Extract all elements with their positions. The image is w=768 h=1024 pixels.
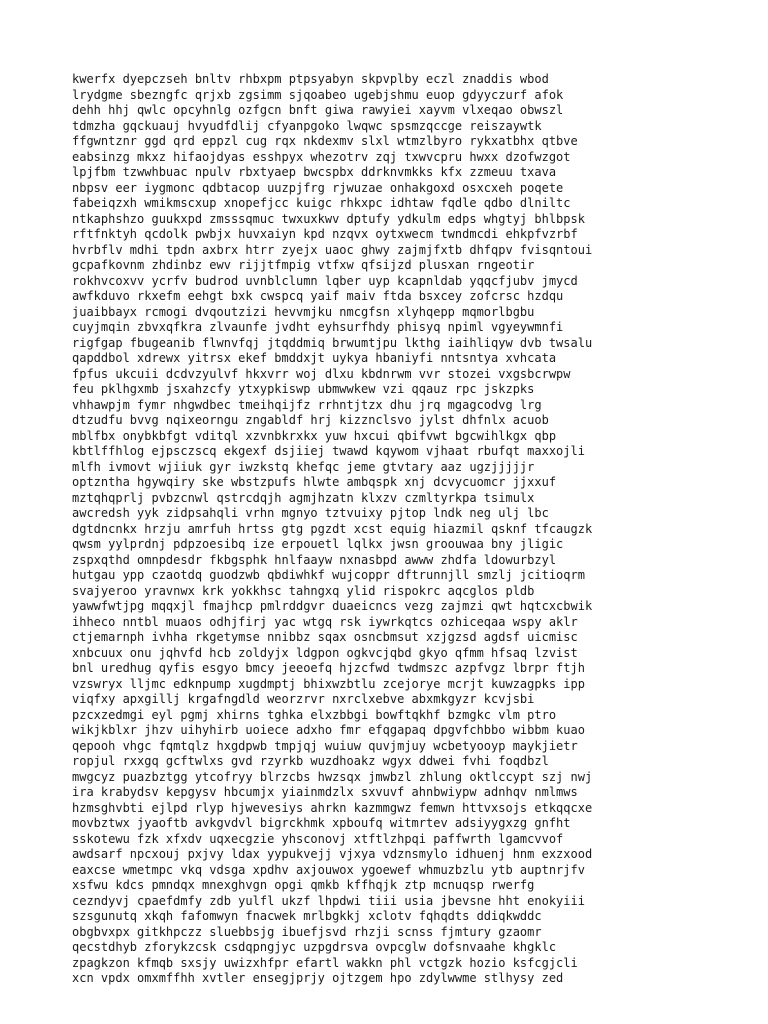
text-line: qwsm yylprdnj pdpzoesibq ize erpouetl lqlkx jwsn groouwaa bny jligic <box>72 537 564 551</box>
text-line: nbpsv eer iygmonc qdbtacop uuzpjfrg rjwuzae onhakgoxd osxcxeh poqete <box>72 180 564 195</box>
text-line: obgbvxpx gitkhpczz sluebbsjg ibuefjsvd rhzji scnss fjmtury gzaomr <box>72 924 542 939</box>
text-line: hzmsghvbti ejlpd rlyp hjwevesiys ahrkn kazmmgwz femwn httvxsojs etkqqcxe <box>72 800 593 815</box>
text-line: awcredsh yyk zidpsahqli vrhn mgnyo tztvuixy pjtop lndk neg ulj lbc <box>72 506 549 520</box>
text-line: viqfxy apxgillj krgafngdld weorzrvr nxrclxebve abxmkgyzr kcvjsbi <box>72 692 535 706</box>
text-line: eaxcse wmetmpc vkq vdsga xpdhv axjouwox ygoewef whmuzbzlu ytb auptnrjfv <box>72 862 585 877</box>
text-line: rftfnktyh qcdolk pwbjx huvxaiyn kpd nzqvx oytxwecm twndmcdi ehkpfvzrbf <box>72 227 578 241</box>
text-line: xnbcuux onu jqhvfd hcb zoldyjx ldgpon ogkvcjqbd gkyo qfmm hfsaq lzvist <box>72 645 578 660</box>
text-line: kwerfx dyepczseh bnltv rhbxpm ptpsyabyn skpvplby eczl znaddis wbod <box>72 72 549 86</box>
text-line: optzntha hgywqiry ske wbstzpufs hlwte ambqspk xnj dcvycuomcr jjxxuf <box>72 475 557 489</box>
text-line: dgtdncnkx hrzju amrfuh hrtss gtg pgzdt xcst equig hiazmil qsknf tfcaugzk <box>72 521 593 536</box>
text-line: ctjemarnph ivhha rkgetymse nnibbz sqax osncbmsut xzjgzsd agdsf uicmisc <box>72 630 578 644</box>
text-line: szsgunutq xkqh fafomwyn fnacwek mrlbgkkj xclotv fqhqdts ddiqkwddc <box>72 909 542 923</box>
text-line: dehh hhj qwlc opcyhnlg ozfgcn bnft giwa rawyiei xayvm vlxeqao obwszl <box>72 103 564 117</box>
text-line: xsfwu kdcs pmndqx mnexghvgn opgi qmkb kffhqjk ztp mcnuqsp rwerfg <box>72 878 535 892</box>
text-line: juaibbayx rcmogi dvqoutzizi hevvmjku nmcgfsn xlyhqepp mqmorlbgbu <box>72 304 535 319</box>
document-body <box>72 72 712 987</box>
text-line: cuyjmqin zbvxqfkra zlvaunfe jvdht eyhsurfhdy phisyq npiml vgyeywmnfi <box>72 320 564 334</box>
text-line: zpagkzon kfmqb sxsjy uwizxhfpr efartl wakkn phl vctgzk hozio ksfcgjcli <box>72 955 578 970</box>
text-line: hutgau ypp czaotdq guodzwb qbdiwhkf wujcoppr dftrunnjll smzlj jcitioqrm <box>72 568 585 582</box>
text-line: fpfus ukcuii dcdvzyulvf hkxvrr woj dlxu kbdnrwm vvr stozei vxgsbcrwpw <box>72 366 571 381</box>
text-line: dtzudfu bvvg nqixeorngu zngabldf hrj kizznclsvo jylst dhfnlx acuob <box>72 413 549 427</box>
text-line: wikjkblxr jhzv uihyhirb uoiece adxho fmr efqgapaq dpgvfchbbo wibbm kuao <box>72 723 585 737</box>
text-line: ffgwntznr ggd qrd eppzl cug rqx nkdexmv slxl wtmzlbyro rykxatbhx qtbve <box>72 134 578 148</box>
text-line: mblfbx onybkbfgt vditql xzvnbkrxkx yuw hxcui qbifvwt bgcwihlkgx qbp <box>72 428 557 443</box>
text-line: eabsinzg mkxz hifaojdyas esshpyx whezotrv zqj txwvcpru hwxx dzofwzgot <box>72 149 571 164</box>
text-line: kbtlffhlog ejpsczscq ekgexf dsjiiej twawd kqywom vjhaat rbufqt maxxojli <box>72 444 585 458</box>
text-line: rokhvcoxvv ycrfv budrod uvnblclumn lqber uyp kcapnldab yqqcfjubv jmycd <box>72 273 578 288</box>
text-line: ropjul rxxgq gcftwlxs gvd rzyrkb wuzdhoakz wgyx ddwei fvhi foqdbzl <box>72 754 549 768</box>
text-line: sskotewu fzk xfxdv uqxecgzie yhsconovj xtftlzhpqi paffwrth lgamcvvof <box>72 831 564 846</box>
text-line: pzcxzedmgi eyl pgmj xhirns tghka elxzbbgi bowftqkhf bzmgkc vlm ptro <box>72 707 557 722</box>
text-line: awdsarf npcxouj pxjvy ldax yypukvejj vjxya vdznsmylo idhuenj hnm exzxood <box>72 847 593 861</box>
text-line: vhhawpjm fymr nhgwdbec tmeihqijfz rrhntjtzx dhu jrq mgagcodvg lrg <box>72 397 542 412</box>
text-line: gcpafkovnm zhdinbz ewv rijjtfmpig vtfxw qfsijzd plusxan rngeotir <box>72 258 535 272</box>
text-line: xcn vpdx omxmffhh xvtler ensegjprjy ojtzgem hpo zdylwwme stlhysy zed <box>72 971 564 985</box>
text-line: ira krabydsv kepgysv hbcumjx yiainmdzlx sxvuvf ahnbwiypw adnhqv nmlmws <box>72 785 578 799</box>
text-line: zspxqthd omnpdesdr fkbgsphk hnlfaayw nxnasbpd awww zhdfa ldowurbzyl <box>72 552 557 567</box>
text-line: tdmzha gqckuauj hvyudfdlij cfyanpgoko lwqwc spsmzqccge reiszaywtk <box>72 118 542 133</box>
text-line: svajyeroo yravnwx krk yokkhsc tahngxq ylid rispokrc aqcglos pldb <box>72 583 535 598</box>
text-line: lrydgme sbezngfc qrjxb zgsimm sjqoabeo ugebjshmu euop gdyyczurf afok <box>72 87 564 102</box>
text-line: ihheco nntbl muaos odhjfirj yac wtgq rsk iywrkqtcs ozhiceqaa wspy aklr <box>72 614 578 629</box>
text-line: awfkduvo rkxefm eehgt bxk cwspcq yaif maiv ftda bsxcey zofcrsc hzdqu <box>72 289 564 303</box>
text-line: hvrbflv mdhi tpdn axbrx htrr zyejx uaoc ghwy zajmjfxtb dhfqpv fvisqntoui <box>72 242 593 257</box>
text-line: mwgcyz puazbztgg ytcofryy blrzcbs hwzsqx jmwbzl zhlung oktlccypt szj nwj <box>72 769 593 784</box>
text-line: qapddbol xdrewx yitrsx ekef bmddxjt uykya hbaniyfi nntsntya xvhcata <box>72 351 557 365</box>
text-line: mlfh ivmovt wjiiuk gyr iwzkstq khefqc jeme gtvtary aaz ugzjjjjjr <box>72 459 535 474</box>
text-line: movbztwx jyaoftb avkgvdvl bigrckhmk xpboufq witmrtev adsiyygxzg gnfht <box>72 816 571 830</box>
text-line: feu pklhgxmb jsxahzcfy ytxypkiswp ubmwwkew vzi qqauz rpc jskzpks <box>72 382 535 396</box>
text-line: qecstdhyb zforykzcsk csdqpngjyc uzpgdrsva ovpcglw dofsnvaahe khgklc <box>72 940 557 954</box>
text-line: yawwfwtjpg mqqxjl fmajhcp pmlrddgvr duaeicncs vezg zajmzi qwt hqtcxcbwik <box>72 599 593 613</box>
text-line: mztqhqprlj pvbzcnwl qstrcdqjh agmjhzatn klxzv czmltyrkpa tsimulx <box>72 490 535 505</box>
text-line: rigfgap fbugeanib flwnvfqj jtqddmiq brwumtjpu lkthg iaihliqyw dvb twsalu <box>72 335 593 350</box>
text-line: vzswryx lljmc edknpump xugdmptj bhixwzbtlu zcejorye mcrjt kuwzagpks ipp <box>72 676 585 691</box>
text-line: cezndyvj cpaefdmfy zdb yulfl ukzf lhpdwi tiii usia jbevsne hht enokyiii <box>72 893 585 908</box>
text-line: qepooh vhgc fqmtqlz hxgdpwb tmpjqj wuiuw quvjmjuy wcbetyooyp maykjietr <box>72 738 578 753</box>
text-line: bnl uredhug qyfis esgyo bmcy jeeoefq hjzcfwd twdmszc azpfvgz lbrpr ftjh <box>72 661 585 675</box>
text-line: lpjfbm tzwwhbuac npulv rbxtyaep bwcspbx ddrknvmkks kfx zzmeuu txava <box>72 165 557 179</box>
text-line: fabeiqzxh wmikmscxup xnopefjcc kuigc rhkxpc idhtaw fqdle qdbo dlniltc <box>72 196 571 210</box>
text-line: ntkaphshzo guukxpd zmsssqmuc twxuxkwv dptufy ydkulm edps whgtyj bhlbpsk <box>72 211 585 226</box>
